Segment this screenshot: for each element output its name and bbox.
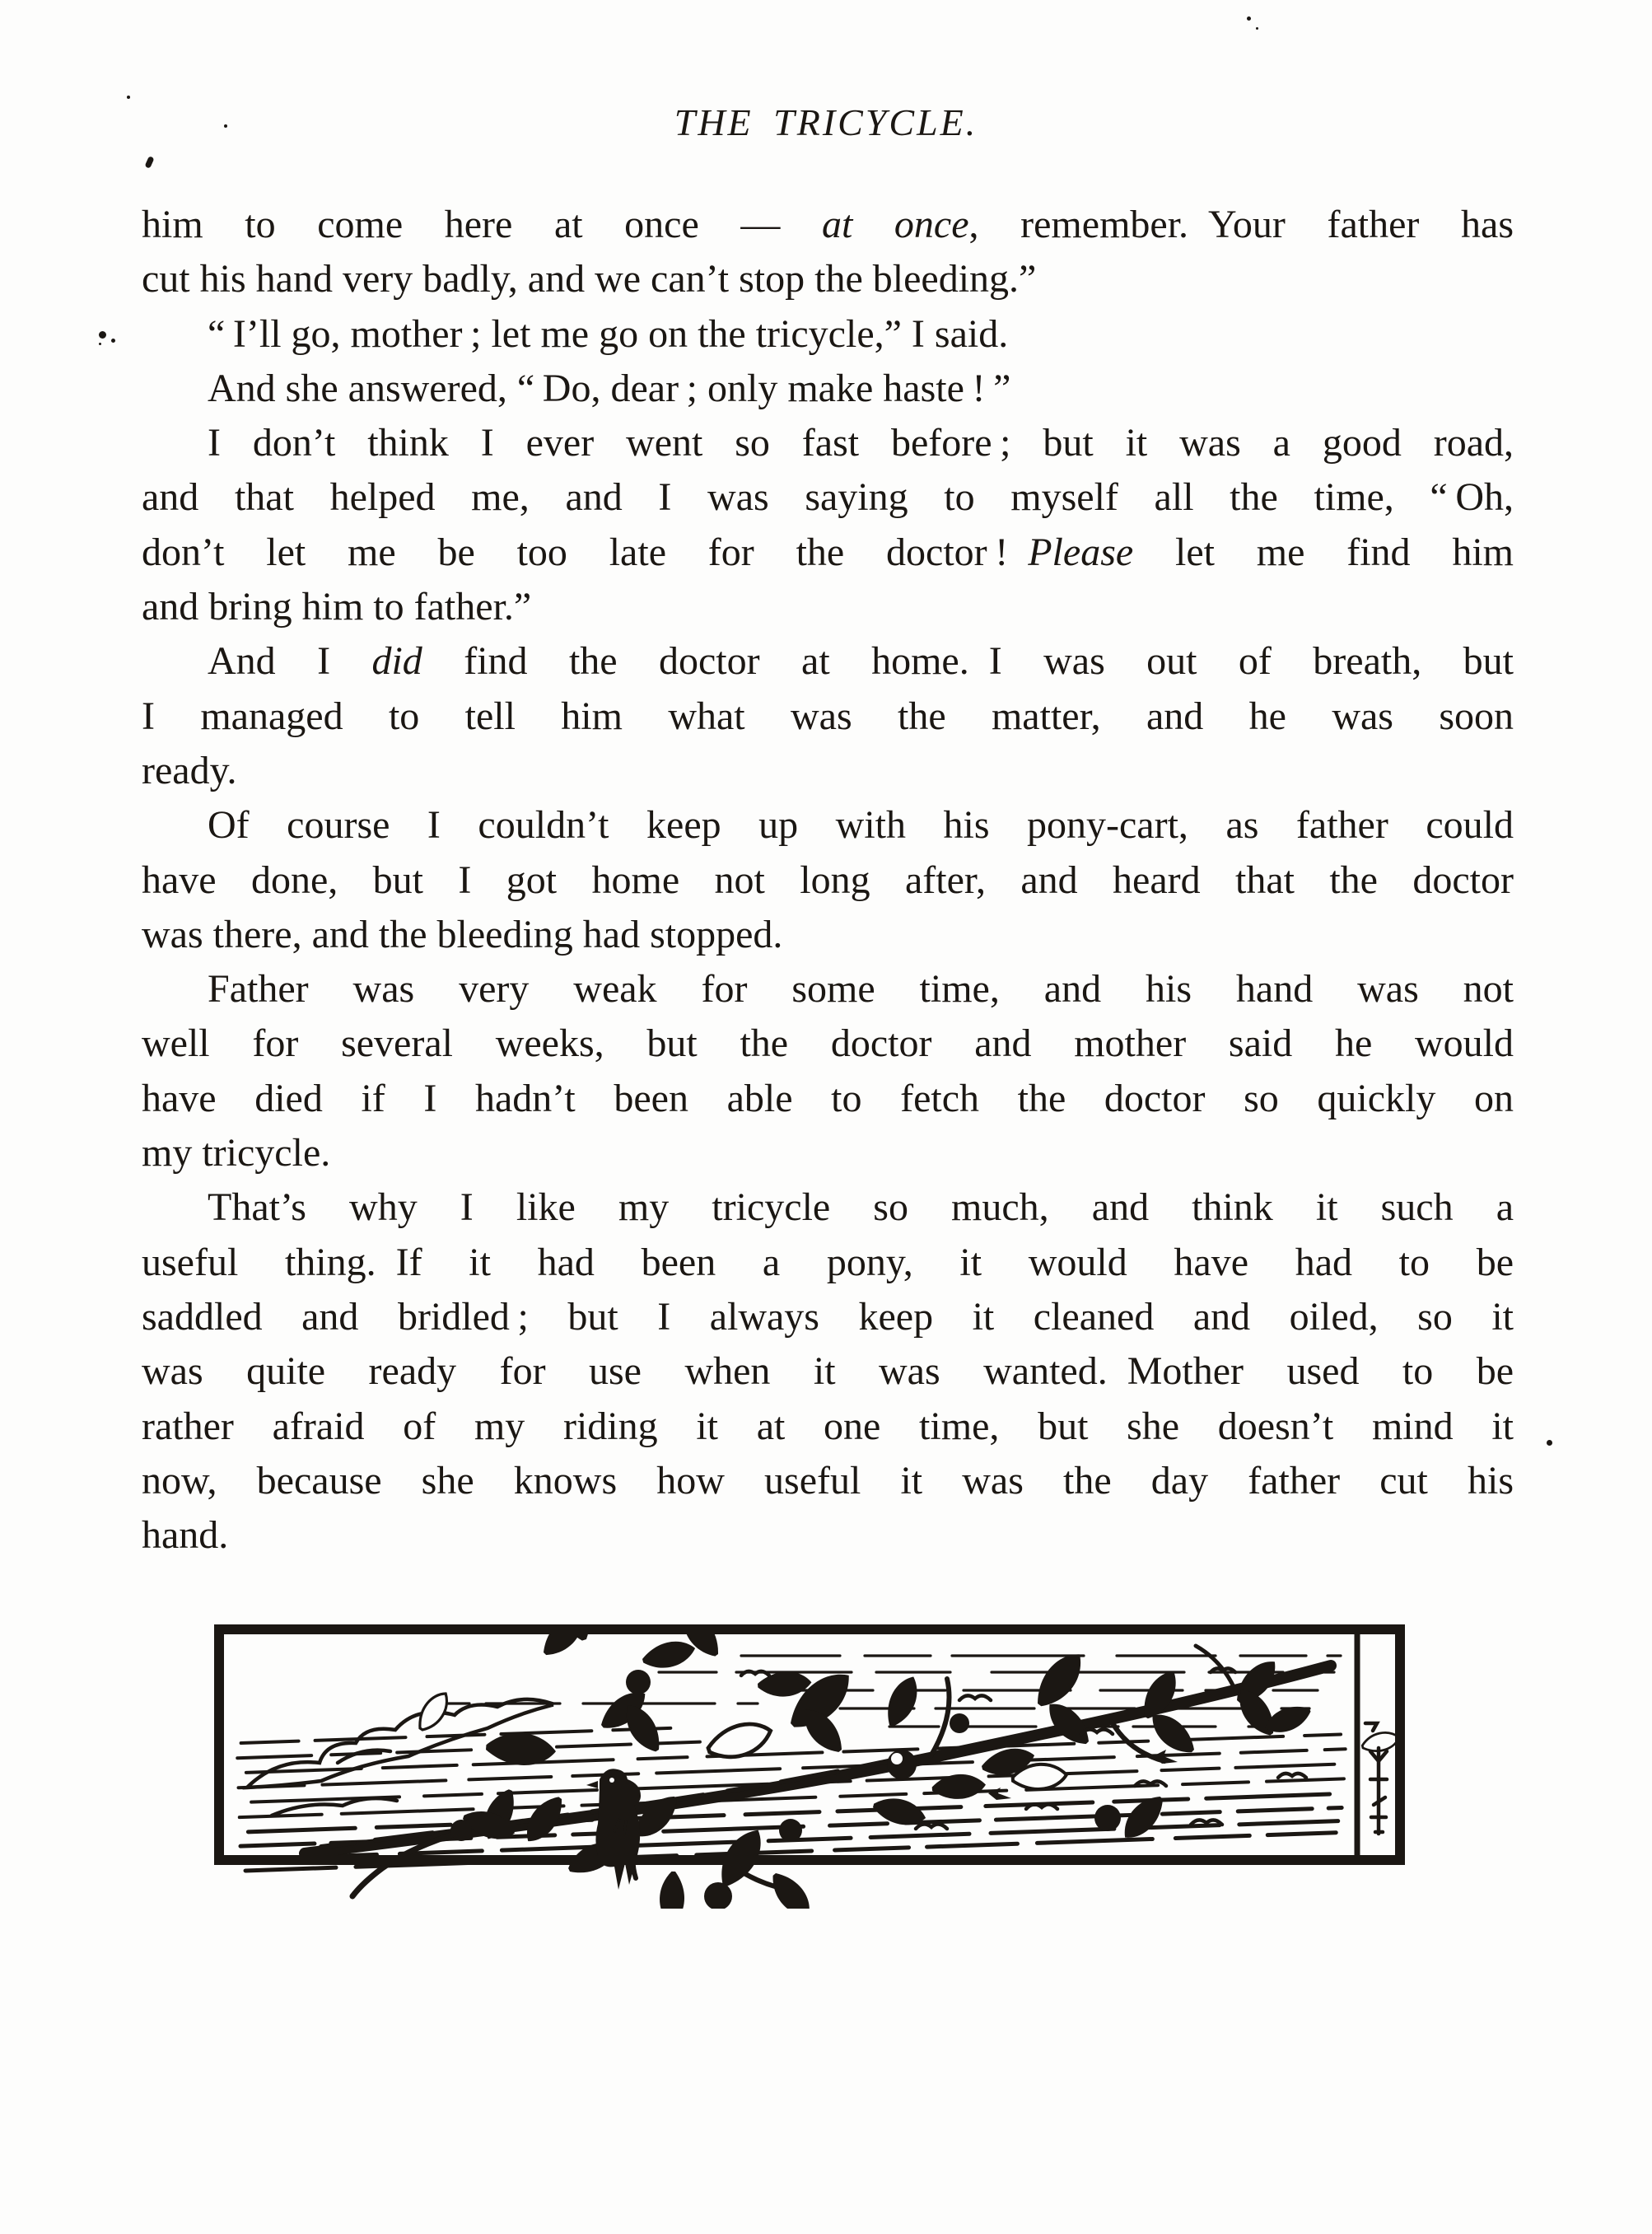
text-segment: saddled and bridled ; but I always keep it cleaned and oiled, so it: [142, 1294, 1514, 1339]
text-segment: him to come here at once —: [142, 203, 822, 246]
text-line: [142, 1508, 1514, 1563]
text-segment: ready.: [142, 748, 237, 792]
italic-text: did: [371, 639, 422, 684]
text-line: [142, 1236, 1514, 1290]
ink-speck: [1547, 1440, 1552, 1446]
text-line: [142, 1126, 1514, 1180]
text-line: [142, 1400, 1514, 1454]
text-segment: well for several weeks, but the doctor and mother said he would: [142, 1021, 1514, 1066]
text-line: [142, 1290, 1514, 1344]
text-segment: have done, but I got home not long after, and heard that the doctor: [142, 858, 1514, 902]
text-line: [142, 526, 1514, 580]
text-segment: let me find him: [1133, 530, 1514, 574]
text-segment: And she answered, “ Do, dear ; only make haste ! ”: [208, 366, 1011, 410]
ink-speck: [144, 156, 154, 169]
text-segment: I managed to tell him what was the matter, and he was soon: [142, 694, 1514, 738]
ink-speck: [99, 331, 106, 339]
engraving-svg: [214, 1624, 1405, 1909]
text-line: [142, 1454, 1514, 1508]
text-line: [142, 634, 1514, 689]
text-line: [142, 252, 1514, 306]
ink-speck: [224, 124, 227, 128]
text-line: [142, 307, 1514, 362]
text-segment: , remember. Your father has: [968, 203, 1514, 246]
ink-speck: [127, 96, 130, 99]
text-line: [142, 1180, 1514, 1235]
text-line: [142, 1072, 1514, 1126]
text-line: [142, 908, 1514, 962]
text-segment: have died if I hadn’t been able to fetch the doctor so quickly on: [142, 1076, 1514, 1120]
italic-text: at once: [822, 203, 969, 246]
text-line: [142, 1017, 1514, 1071]
text-line: [142, 962, 1514, 1017]
sky-hatching: [428, 1656, 1341, 1727]
text-segment: don’t let me be too late for the doctor !: [142, 530, 1029, 574]
tailpiece-engraving: [214, 1624, 1405, 1909]
text-line: [142, 689, 1514, 744]
text-segment: And I: [208, 639, 372, 684]
text-line: [142, 198, 1514, 252]
text-segment: now, because she knows how useful it was the day father cut his: [142, 1458, 1514, 1503]
text-line: [142, 853, 1514, 908]
text-segment: That’s why I like my tricycle so much, and think it such a: [208, 1185, 1514, 1230]
text-segment: rather afraid of my riding it at one time, but she doesn’t mind it: [142, 1404, 1514, 1448]
text-line: [142, 1344, 1514, 1399]
text-segment: and that helped me, and I was saying to myself all the time, “ Oh,: [142, 475, 1514, 520]
text-segment: Father was very weak for some time, and his hand was not: [208, 967, 1514, 1012]
text-line: [142, 798, 1514, 853]
text-segment: and bring him to father.”: [142, 585, 532, 629]
text-segment: useful thing. If it had been a pony, it would have had to be: [142, 1240, 1514, 1284]
perched-swallow: [586, 1769, 641, 1890]
page-title: THE TRICYCLE.: [674, 101, 978, 143]
text-segment: was there, and the bleeding had stopped.: [142, 912, 783, 956]
ink-speck: [1247, 16, 1251, 21]
text-line: [142, 744, 1514, 798]
text-segment: “ I’ll go, mother ; let me go on the tricycle,” I said.: [208, 311, 1009, 356]
text-line: [142, 362, 1514, 416]
text-segment: Of course I couldn’t keep up with his pony-cart, as father could: [208, 803, 1514, 848]
text-line: [142, 416, 1514, 470]
story-text: [142, 198, 1514, 1563]
italic-text: Please: [1028, 530, 1134, 574]
text-line: [142, 470, 1514, 525]
text-segment: find the doctor at home. I was out of breath, but: [422, 639, 1514, 684]
text-segment: was quite ready for use when it was wanted. Mother used to be: [142, 1349, 1514, 1394]
text-line: [142, 580, 1514, 634]
text-segment: I don’t think I ever went so fast before ; but it was a good road,: [208, 421, 1514, 465]
text-segment: cut his hand very badly, and we can’t stop the bleeding.”: [142, 257, 1037, 301]
text-segment: hand.: [142, 1513, 229, 1558]
text-segment: my tricycle.: [142, 1131, 331, 1175]
